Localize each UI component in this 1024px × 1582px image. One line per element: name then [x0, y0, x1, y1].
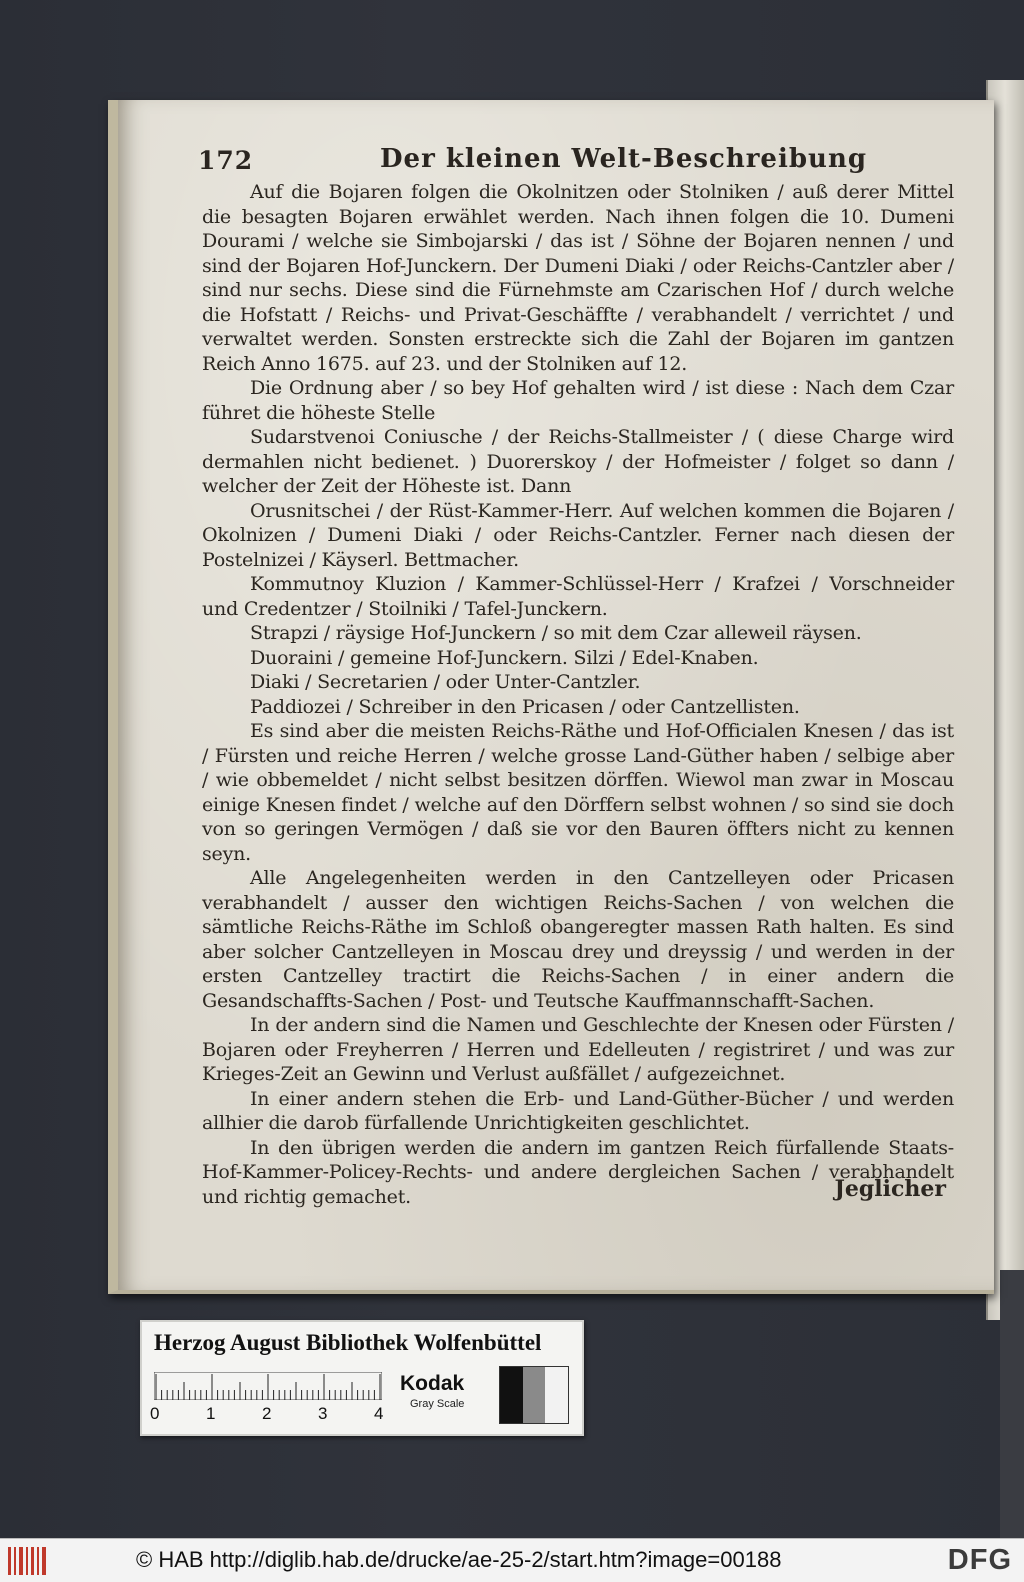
page-header — [198, 142, 958, 182]
paragraph: Diaki / Secretarien / oder Unter-Cantzler. — [250, 671, 641, 693]
gray-scale-patches — [499, 1366, 569, 1424]
ruler-number: 3 — [318, 1404, 328, 1423]
dfg-logo: DFG — [947, 1544, 1012, 1576]
library-color-card — [140, 1320, 584, 1436]
paragraph: Alle Angelegenheiten werden in den Cantzelleyen oder Pricasen verabhandelt / ausser den wichtigen Reichs-Sachen / von welchen die sämtliche Reichs-Räthe im Schloß obangeregter massen Rath halten. Es sind aber solcher Cantzelleyen in Moscau drey und dreyssig / und werden in der ersten Cantzelley tractirt die Reichs-Sachen / in einer andern die Gesandschaffts-Sachen / Post- und Teutsche Kauffmannschafft-Sachen. — [202, 867, 954, 1012]
ruler-number: 1 — [206, 1404, 216, 1423]
paragraph: Kommutnoy Kluzion / Kammer-Schlüssel-Herr / Krafzei / Vorschneider und Credentzer / Stoilniki / Tafel-Junckern. — [202, 573, 954, 620]
next-leaf-shadow — [1000, 1270, 1024, 1582]
gray-patch — [500, 1367, 523, 1423]
book-page — [108, 100, 994, 1294]
ruler-number: 0 — [150, 1404, 160, 1423]
paragraph: Die Ordnung aber / so bey Hof gehalten wird / ist diese : Nach dem Czar führet die höheste Stelle — [202, 377, 954, 424]
gray-scale-label: Gray Scale — [410, 1398, 465, 1410]
paragraph: Strapzi / räysige Hof-Junckern / so mit dem Czar alleweil räysen. — [250, 622, 862, 644]
ruler-scale — [154, 1372, 382, 1400]
paragraph: In den übrigen werden die andern im gantzen Reich fürfallende Staats-Hof-Kammer-Policey-Rechts- und andere dergleichen Sachen / verabhandelt und richtig gemachet. — [202, 1136, 954, 1208]
catchword: Jeglicher — [834, 1176, 946, 1202]
running-head: Der kleinen Welt-Beschreibung — [380, 144, 868, 174]
kodak-brand: Kodak — [400, 1372, 465, 1395]
paragraph: Es sind aber die meisten Reichs-Räthe und Hof-Officialen Knesen / das ist / Fürsten und reiche Herren / welche grosse Land-Güther haben / selbige aber / wie obbemeldet / nicht selbst besitzen dörffen. Wiewol man zwar in Moscau einige Knesen findet / welche auf den Dörffern selbst wohnen / so sind sie doch von so geringen Vermögen / daß sie vor den Bauren öffters nicht zu kennen seyn. — [202, 720, 954, 865]
paragraph: In einer andern stehen die Erb- und Land-Güther-Bücher / und werden allhier die darob fürfallende Unrichtigkeiten geschlichtet. — [202, 1087, 954, 1134]
ruler-numbers — [150, 1404, 390, 1426]
paragraph: In der andern sind die Namen und Geschlechte der Knesen oder Fürsten / Bojaren oder Freyherren / Herren und Edelleuten / registriret / und was zur Krieges-Zeit an Gewinn und Verlust außfället / aufgezeichnet. — [202, 1014, 954, 1085]
ruler-number: 2 — [262, 1404, 272, 1423]
copyright-url-text: © HAB http://diglib.hab.de/drucke/ae-25-2/start.htm?image=00188 — [136, 1547, 782, 1572]
gray-patch — [523, 1367, 546, 1423]
page-body-text — [202, 180, 954, 1209]
page-number: 172 — [198, 146, 254, 175]
paragraph: Duoraini / gemeine Hof-Junckern. Silzi / Edel-Knaben. — [250, 646, 759, 669]
library-name: Herzog August Bibliothek Wolfenbüttel — [154, 1330, 542, 1355]
hab-barcode-icon — [6, 1545, 50, 1577]
paragraph: Paddiozei / Schreiber in den Pricasen / oder Cantzellisten. — [250, 695, 800, 718]
paragraph: Auf die Bojaren folgen die Okolnitzen oder Stolniken / auß derer Mittel die besagten Bojaren erwählet werden. Nach ihnen folgen die 10. Dumeni Dourami / welche sie Simbojarski / das ist / Söhne der Bojaren nennen / und sind der Bojaren Hof-Junckern. Der Dumeni Diaki / oder Reichs-Cantzler aber / sind nur sechs. Diese sind die Fürnehmste am Czarischen Hof / durch welche die Hofstatt / Reichs- und Privat-Geschäffte / verabhandelt / verrichtet / und verwaltet werden. Sonsten erstreckte sich die Zahl der Bojaren im gantzen Reich Anno 1675. auf 23. und der Stolniken auf 12. — [202, 181, 954, 375]
footer-bar — [0, 1538, 1024, 1582]
paragraph: Orusnitschei / der Rüst-Kammer-Herr. Auf welchen kommen die Bojaren / Okolnizen / Dumeni Diaki / oder Reichs-Cantzler. Ferner nach diesen der Postelnizei / Käyserl. Bettmacher. — [202, 499, 954, 571]
ruler-number: 4 — [374, 1404, 384, 1423]
gray-patch — [545, 1367, 568, 1423]
paragraph: Sudarstvenoi Coniusche / der Reichs-Stallmeister / ( diese Charge wird dermahlen nicht bedienet. ) Duorerskoy / der Hofmeister / folget so dann / welcher der Zeit der Höheste ist. Dann — [202, 426, 954, 497]
